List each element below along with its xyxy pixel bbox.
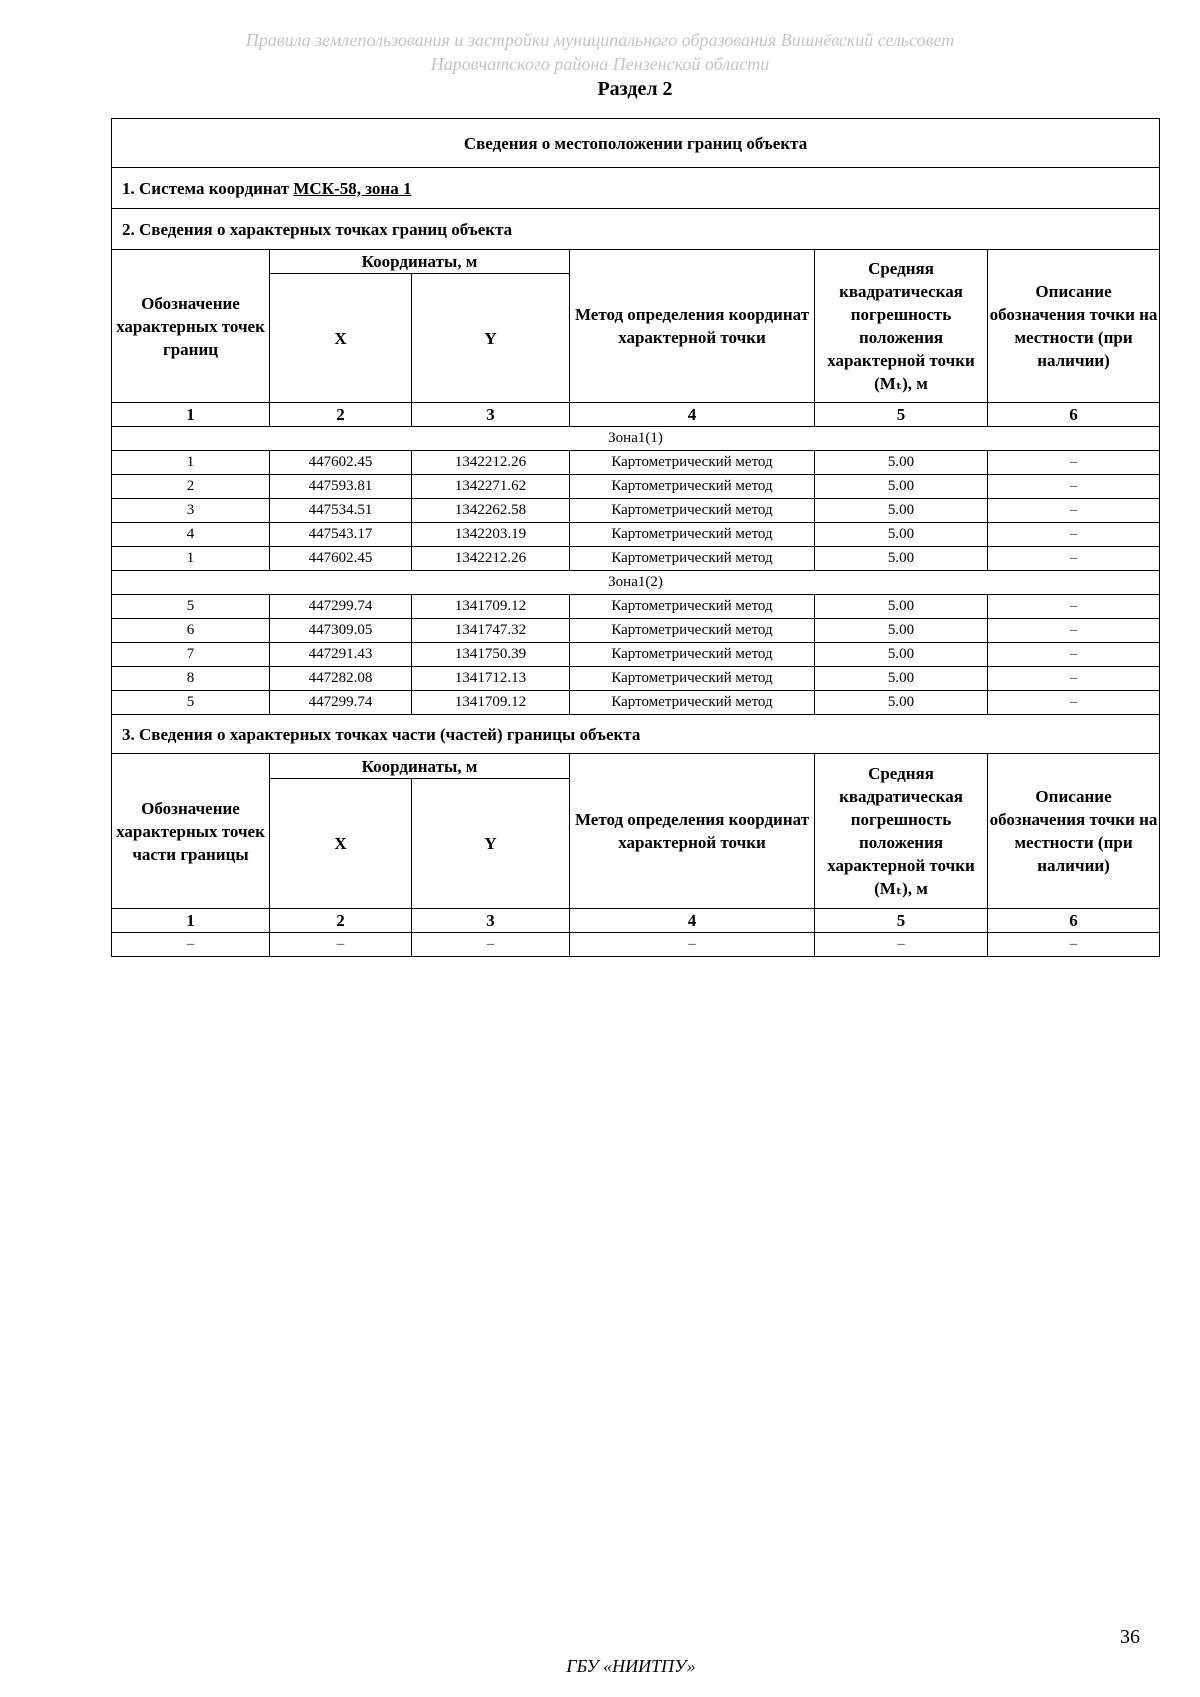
header-description: Описание обозначения точки на местности (при наличии) xyxy=(988,250,1160,403)
table-cell: Картометрический метод xyxy=(570,643,815,667)
table-cell: Картометрический метод xyxy=(570,451,815,475)
header-designation-parts: Обозначение характерных точек части границы xyxy=(112,754,270,909)
table-row xyxy=(112,933,1160,957)
table-cell: 1341750.39 xyxy=(412,643,570,667)
header-method: Метод определения координат характерной точки xyxy=(570,250,815,403)
table-cell: Картометрический метод xyxy=(570,619,815,643)
section-title: Раздел 2 xyxy=(597,78,673,100)
table-cell: 2 xyxy=(112,475,270,499)
header-error: Средняя квадратическая погрешность положения характерной точки (Mₜ), м xyxy=(815,250,988,403)
table-row xyxy=(112,475,1160,499)
table-cell: Картометрический метод xyxy=(570,691,815,715)
table-cell: 5.00 xyxy=(815,643,988,667)
table-cell: 1341709.12 xyxy=(412,691,570,715)
table-cell: 447593.81 xyxy=(270,475,412,499)
table-cell: – xyxy=(570,933,815,957)
header-y: Y xyxy=(412,274,570,403)
table-row xyxy=(112,691,1160,715)
table-cell: 447543.17 xyxy=(270,523,412,547)
column-number: 5 xyxy=(815,909,988,933)
table-cell: – xyxy=(412,933,570,957)
table-cell: 1342203.19 xyxy=(412,523,570,547)
parts-section-heading: 3. Сведения о характерных точках части (частей) границы объекта xyxy=(112,715,1160,754)
column-number: 1 xyxy=(112,403,270,427)
table-cell: – xyxy=(988,691,1160,715)
table-row xyxy=(112,643,1160,667)
table-cell: Картометрический метод xyxy=(570,499,815,523)
running-head-line-1: Правила землепользования и застройки муниципального образования Вишнёвский сельсовет xyxy=(245,30,955,50)
table-cell: 6 xyxy=(112,619,270,643)
table-cell: 8 xyxy=(112,667,270,691)
column-number: 3 xyxy=(412,403,570,427)
table-cell: – xyxy=(815,933,988,957)
header-description: Описание обозначения точки на местности (при наличии) xyxy=(988,754,1160,909)
column-number: 4 xyxy=(570,403,815,427)
table-cell: – xyxy=(988,595,1160,619)
header-method: Метод определения координат характерной точки xyxy=(570,754,815,909)
table-row xyxy=(112,451,1160,475)
header-designation: Обозначение характерных точек границ xyxy=(112,250,270,403)
table-cell: 1342262.58 xyxy=(412,499,570,523)
table-row xyxy=(112,595,1160,619)
table-cell: – xyxy=(988,667,1160,691)
running-head-line-2: Наровчатского района Пензенской области xyxy=(430,54,770,74)
table-cell: 447534.51 xyxy=(270,499,412,523)
table-cell: 5.00 xyxy=(815,667,988,691)
zone-label: Зона1(1) xyxy=(112,427,1160,451)
header-y: Y xyxy=(412,779,570,909)
points-section-heading: 2. Сведения о характерных точках границ объекта xyxy=(112,209,1160,250)
header-x: X xyxy=(270,779,412,909)
table-cell: 4 xyxy=(112,523,270,547)
table-cell: 5 xyxy=(112,691,270,715)
boundary-table xyxy=(111,118,1160,957)
table-cell: 5.00 xyxy=(815,547,988,571)
coordinate-system-value: МСК-58, зона 1 xyxy=(293,178,412,198)
coordinate-system-row xyxy=(112,168,1160,209)
footer-organization: ГБУ «НИИТПУ» xyxy=(566,1656,696,1676)
table-title: Сведения о местоположении границ объекта xyxy=(112,119,1160,168)
table-row xyxy=(112,547,1160,571)
column-number: 4 xyxy=(570,909,815,933)
table-cell: Картометрический метод xyxy=(570,523,815,547)
table-cell: 1341709.12 xyxy=(412,595,570,619)
header-coordinates: Координаты, м xyxy=(270,754,570,779)
table-cell: – xyxy=(988,933,1160,957)
table-row xyxy=(112,619,1160,643)
table-cell: 5 xyxy=(112,595,270,619)
column-number: 2 xyxy=(270,909,412,933)
column-number: 6 xyxy=(988,403,1160,427)
table-cell: Картометрический метод xyxy=(570,547,815,571)
table-cell: 1342212.26 xyxy=(412,451,570,475)
running-head xyxy=(0,28,1200,76)
table-cell: 5.00 xyxy=(815,523,988,547)
table-cell: 1 xyxy=(112,547,270,571)
table-cell: 5.00 xyxy=(815,595,988,619)
header-x: X xyxy=(270,274,412,403)
column-number: 5 xyxy=(815,403,988,427)
table-row xyxy=(112,499,1160,523)
table-row xyxy=(112,523,1160,547)
table-cell: 447309.05 xyxy=(270,619,412,643)
table-cell: Картометрический метод xyxy=(570,595,815,619)
table-cell: 5.00 xyxy=(815,451,988,475)
table-cell: 447299.74 xyxy=(270,691,412,715)
table-cell: – xyxy=(112,933,270,957)
column-number: 2 xyxy=(270,403,412,427)
table-cell: Картометрический метод xyxy=(570,475,815,499)
coordinate-system-label: 1. Система координат xyxy=(122,178,290,198)
table-cell: 5.00 xyxy=(815,691,988,715)
table-cell: – xyxy=(988,547,1160,571)
column-number: 1 xyxy=(112,909,270,933)
header-error: Средняя квадратическая погрешность положения характерной точки (Mₜ), м xyxy=(815,754,988,909)
table-cell: – xyxy=(988,523,1160,547)
table-cell: – xyxy=(270,933,412,957)
table-cell: 1 xyxy=(112,451,270,475)
table-cell: 447602.45 xyxy=(270,451,412,475)
header-coordinates: Координаты, м xyxy=(270,250,570,274)
table-cell: Картометрический метод xyxy=(570,667,815,691)
table-cell: 7 xyxy=(112,643,270,667)
table-cell: 1341712.13 xyxy=(412,667,570,691)
table-cell: 447291.43 xyxy=(270,643,412,667)
page-number: 36 xyxy=(1120,1626,1140,1648)
table-cell: 5.00 xyxy=(815,619,988,643)
table-cell: – xyxy=(988,499,1160,523)
table-cell: – xyxy=(988,619,1160,643)
table-cell: 447602.45 xyxy=(270,547,412,571)
zone-label: Зона1(2) xyxy=(112,571,1160,595)
table-cell: – xyxy=(988,475,1160,499)
table-cell: 5.00 xyxy=(815,475,988,499)
table-cell: 1341747.32 xyxy=(412,619,570,643)
table-cell: 447282.08 xyxy=(270,667,412,691)
table-row xyxy=(112,667,1160,691)
column-number: 6 xyxy=(988,909,1160,933)
table-cell: 1342271.62 xyxy=(412,475,570,499)
table-cell: 3 xyxy=(112,499,270,523)
table-cell: – xyxy=(988,451,1160,475)
table-cell: 1342212.26 xyxy=(412,547,570,571)
table-cell: 5.00 xyxy=(815,499,988,523)
column-number: 3 xyxy=(412,909,570,933)
table-cell: – xyxy=(988,643,1160,667)
table-cell: 447299.74 xyxy=(270,595,412,619)
